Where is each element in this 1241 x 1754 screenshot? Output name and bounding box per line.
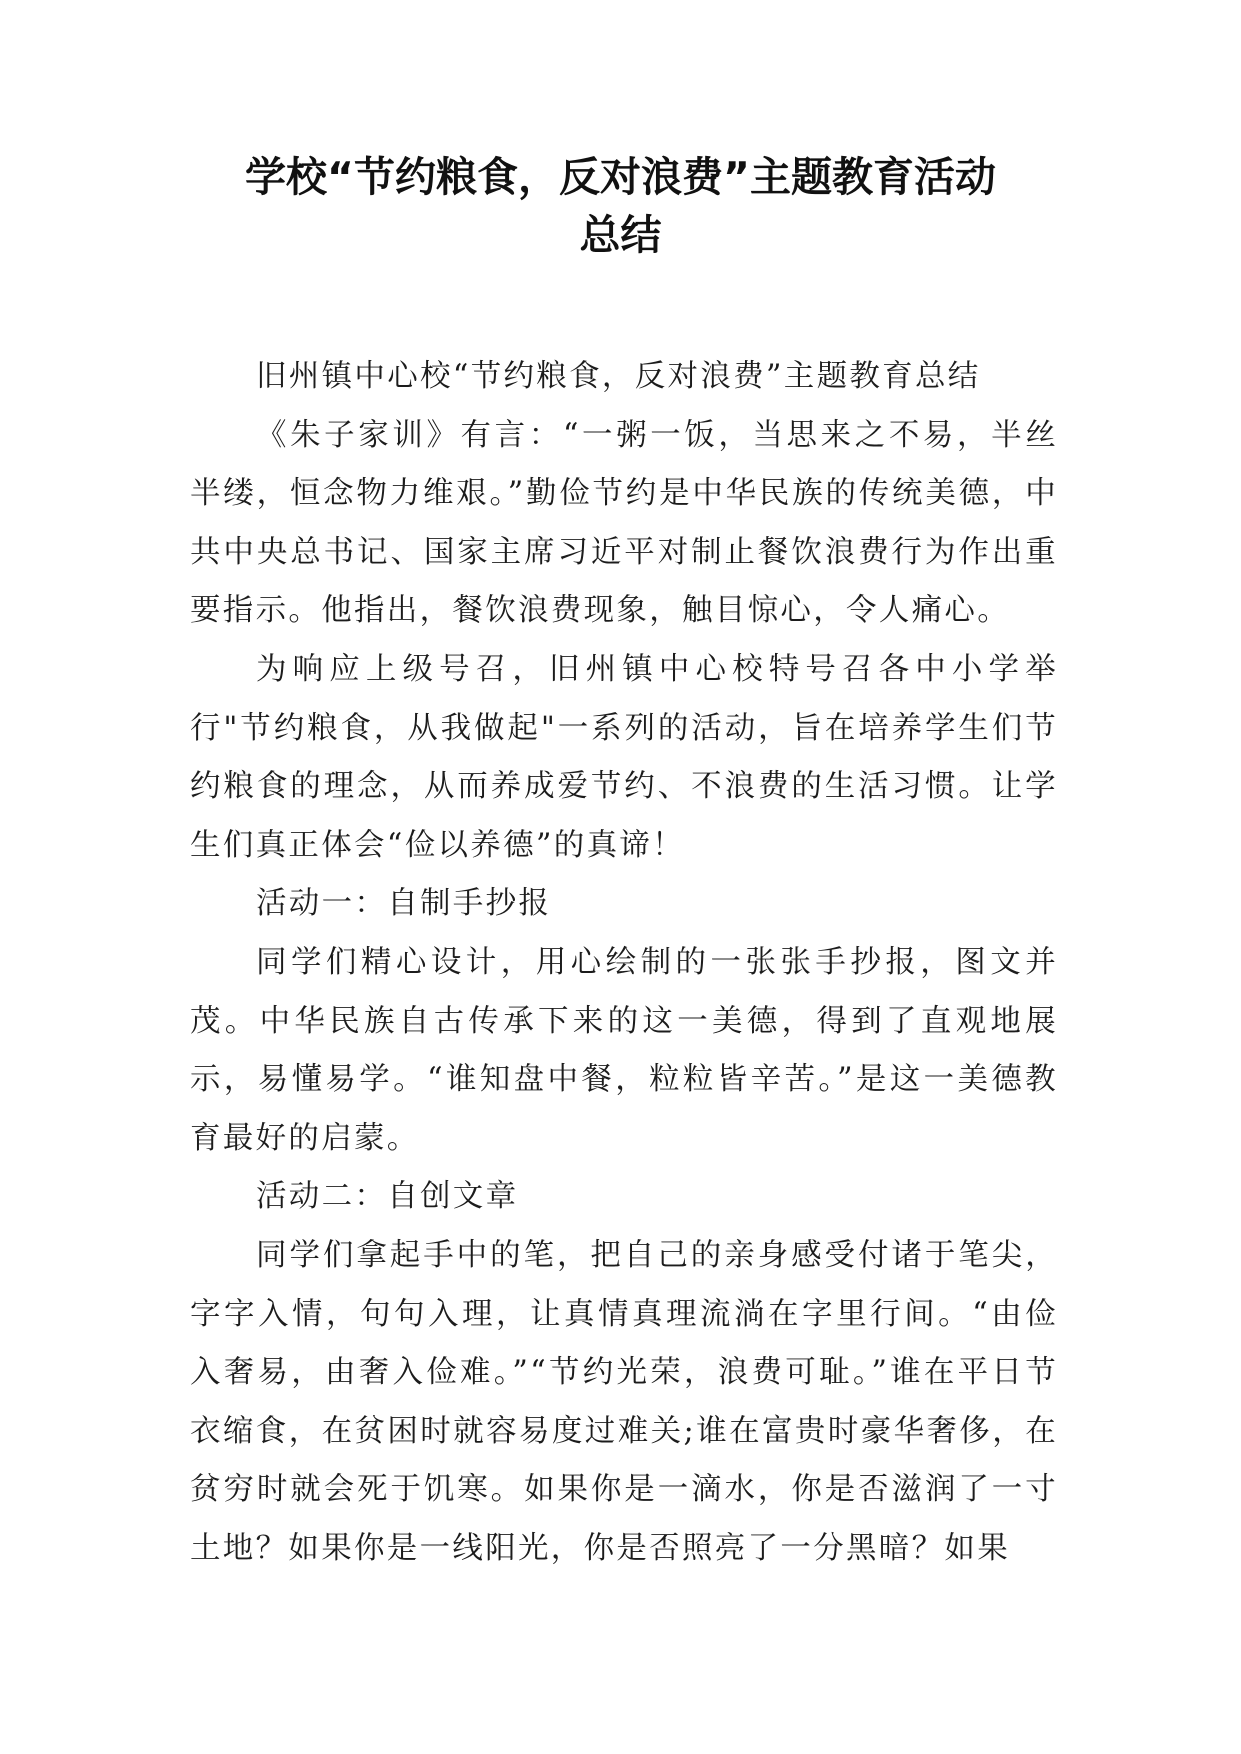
activity-two-heading: 活动二：自创文章 [256, 1179, 519, 1215]
title-line-2: 总结 [579, 211, 662, 259]
activity-two-text: 同学们拿起手中的笔，把自己的亲身感受付诸于笔尖，字字入情，句句入理，让真情真理流淌在字里行间。“由俭入奢易，由奢入俭难。”“节约光荣，浪费可耻。”谁在平日节衣缩食，在贫困时就容易度过难关;谁在富贵时豪华奢侈，在贫穷时就会死于饥寒。如果你是一滴水，你是否滋润了一寸土地？如果你是一线阳光，你是否照亮了一分黑暗？如果 [190, 1237, 1058, 1566]
document-title [160, 148, 1081, 264]
paragraph-intro: 《朱子家训》有言：“一粥一饭，当思来之不易，半丝半缕，恒念物力维艰。”勤俭节约是中华民族的传统美德，中共中央总书记、国家主席习近平对制止餐饮浪费行为作出重要指示。他指出，餐饮浪费现象，触目惊心，令人痛心。 [190, 417, 1058, 629]
activity-one-text: 同学们精心设计，用心绘制的一张张手抄报，图文并茂。中华民族自古传承下来的这一美德，得到了直观地展示，易懂易学。“谁知盘中餐，粒粒皆辛苦。”是这一美德教育最好的启蒙。 [190, 944, 1058, 1156]
activity-one-heading: 活动一：自制手抄报 [256, 886, 552, 922]
paragraph-purpose: 为响应上级号召，旧州镇中心校特号召各中小学举行"节约粮食，从我做起"一系列的活动，旨在培养学生们节约粮食的理念，从而养成爱节约、不浪费的生活习惯。让学生们真正体会“俭以养德”的真谛！ [190, 651, 1058, 863]
title-line-1: 学校“节约粮食，反对浪费”主题教育活动 [245, 153, 996, 201]
paragraph-subtitle: 旧州镇中心校“节约粮食，反对浪费”主题教育总结 [256, 359, 981, 394]
document-body [190, 348, 1058, 1578]
